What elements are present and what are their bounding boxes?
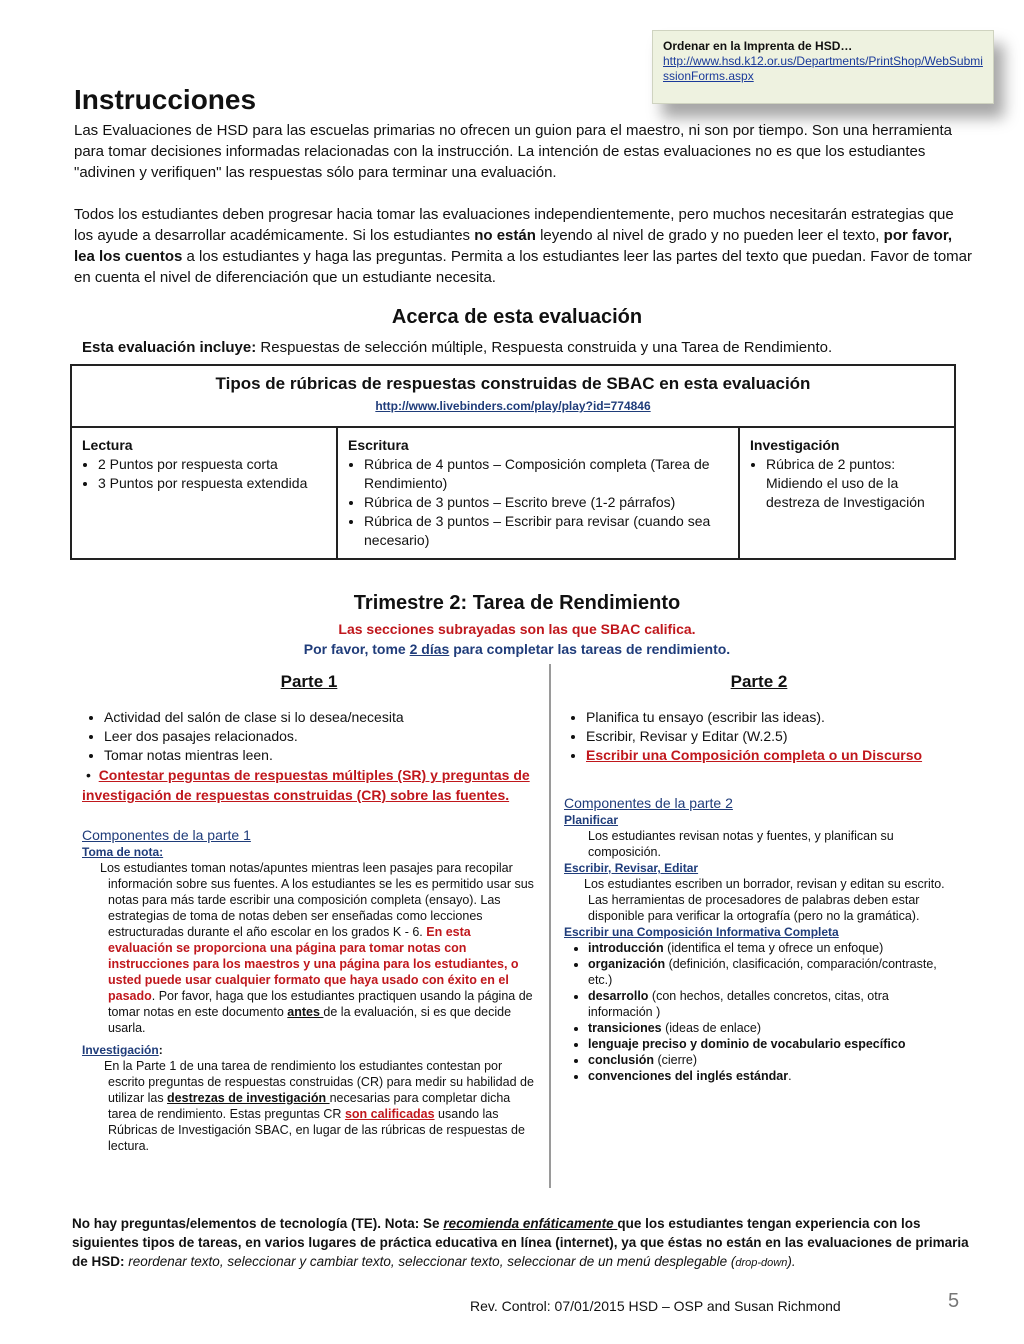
trimester-subtitle: Las secciones subrayadas son las que SBAC califica. — [338, 621, 696, 637]
part1-item: • Actividad del salón de clase si lo desea/necesita — [104, 708, 536, 727]
rubric-table-title: Tipos de rúbricas de respuestas construidas de SBAC en esta evaluación — [215, 374, 811, 393]
wre-label: Escribir, Revisar, Editar — [564, 861, 699, 875]
full-item: • desarrollo (con hechos, detalles concretos, citas, otra información ) — [588, 988, 954, 1020]
technology-note: No hay preguntas/elementos de tecnología (TE). Nota: Se recomienda enfáticamente que los estudiantes tengan experiencia con los siguientes tipos de tareas, en varios lugares de práctica educativa en línea (internet), ya que éstas no están en las evaluaciones de primaria de HSD: reordenar texto, seleccionar y cambiar texto, seleccionar texto, seleccionar de un menú desplegable (drop-down). — [72, 1216, 969, 1269]
rubric-table — [70, 364, 956, 560]
full-item: • lenguaje preciso y dominio de vocabulario específico — [588, 1036, 954, 1052]
trimester-heading: Trimestre 2: Tarea de Rendimiento — [353, 592, 681, 614]
full-composition-label: Escribir una Composición Informativa Completa — [564, 925, 839, 939]
revision-control: Rev. Control: 07/01/2015 HSD – OSP and Susan Richmond — [470, 1298, 841, 1314]
page-number: 5 — [948, 1290, 960, 1312]
notes-label: Toma de nota: — [82, 845, 164, 859]
instructions-paragraph-2: Todos los estudiantes deben progresar hacia tomar las evaluaciones independientemente, pero muchos necesitarán estrategias que los ayude a desarrollar académicamente. Si los estudiantes no están leyendo al nivel de grado y no pueden leer el texto, por favor, lea los cuentos a los estudiantes y haga las preguntas. Permita a los estudiantes leer las partes del texto que puedan. Favor de tomar en cuenta el nivel de diferenciación que un estudiante necesita. — [74, 206, 973, 286]
about-includes: Esta evaluación incluye: Respuestas de selección múltiple, Respuesta construida y una Tarea de Rendimiento. — [82, 339, 833, 356]
rubric-item: • 3 Puntos por respuesta extendida — [98, 474, 326, 493]
full-item: • introducción (identifica el tema y ofrece un enfoque) — [588, 940, 954, 956]
part1-column — [82, 672, 536, 1154]
part2-item: • Escribir, Revisar y Editar (W.2.5) — [586, 727, 954, 746]
print-note-title: Ordenar en la Imprenta de HSD… — [663, 39, 853, 53]
part1-components-title: Componentes de la parte 1 — [82, 827, 251, 843]
full-item: • transiciones (ideas de enlace) — [588, 1020, 954, 1036]
notes-text: Los estudiantes toman notas/apuntes mientras leen pasajes para recopilar información sobre sus fuentes. A los estudiantes se les es permitido usar sus notas para más tarde escribir una composición completa (ensayo). Las estrategias de toma de notas deben ser enseñadas como lecciones estructuradas durante el año escolar en los grados K - 6. En esta evaluación se proporciona una página para tomar notas con instrucciones para los maestros y una página para los estudiantes, o usted puede usar cualquier formato que haya usado con éxito en el pasado. Por favor, haga que los estudiantes practiquen usando la página de tomar notas en este documento antes de la evaluación, si es que decide usarla. — [100, 861, 534, 1035]
print-shop-note — [652, 30, 994, 104]
rubric-item: • 2 Puntos por respuesta corta — [98, 455, 326, 474]
rubric-col-header: Lectura — [82, 437, 133, 453]
rubric-col-header: Investigación — [750, 437, 840, 453]
part2-column — [564, 672, 954, 1084]
full-item: • convenciones del inglés estándar. — [588, 1068, 954, 1084]
print-shop-link[interactable]: http://www.hsd.k12.or.us/Departments/PrintShop/WebSubmissionForms.aspx — [663, 54, 983, 83]
rubric-col-research — [739, 427, 955, 559]
wre-text-2: Las herramientas de procesadores de palabras deben estar disponible para verificar la ortografía (pero no la gramática). — [588, 893, 920, 923]
research-label-row: Investigación: — [82, 1043, 163, 1057]
part2-title: Parte 2 — [730, 672, 788, 691]
plan-text: Los estudiantes revisan notas y fuentes, y planifican su composición. — [588, 829, 894, 859]
rubric-item: • Rúbrica de 3 puntos – Escrito breve (1-2 párrafos) — [364, 493, 728, 512]
rubric-item: • Rúbrica de 3 puntos – Escribir para revisar (cuando sea necesario) — [364, 512, 728, 550]
rubric-col-header: Escritura — [348, 437, 409, 453]
rubric-col-writing — [337, 427, 739, 559]
full-composition-list — [564, 940, 954, 1084]
part1-scored-item: • Contestar peguntas de respuestas múltiples (SR) y preguntas de investigación de respuestas construidas (CR) sobre las fuentes. — [82, 767, 530, 803]
part2-components-title: Componentes de la parte 2 — [564, 795, 733, 811]
column-divider — [549, 664, 551, 1188]
part1-item: • Leer dos pasajes relacionados. — [104, 727, 536, 746]
trimester-note: Por favor, tome 2 días para completar las tareas de rendimiento. — [303, 641, 731, 657]
rubric-item: • Rúbrica de 4 puntos – Composición completa (Tarea de Rendimiento) — [364, 455, 728, 493]
page-title: Instrucciones — [74, 84, 257, 115]
rubric-table-header — [71, 365, 955, 427]
rubric-item: • Rúbrica de 2 puntos: Midiendo el uso de la destreza de Investigación — [766, 455, 944, 512]
part2-components — [564, 795, 954, 1084]
full-item: • organización (definición, clasificación, comparación/contraste, etc.) — [588, 956, 954, 988]
about-heading: Acerca de esta evaluación — [391, 306, 643, 328]
livebinders-link[interactable]: http://www.livebinders.com/play/play?id=774846 — [375, 399, 651, 413]
plan-label: Planificar — [564, 813, 619, 827]
research-text: En la Parte 1 de una tarea de rendimiento los estudiantes contestan por escrito preguntas de respuestas construidas (CR) para medir su habilidad de utilizar las destrezas de investigación necesarias para completar dicha tarea de rendimiento. Estas preguntas CR son calificadas usando las Rúbricas de Investigación SBAC, en lugar de las rúbricas de respuestas de lectura. — [104, 1059, 534, 1153]
part1-components — [82, 827, 536, 1154]
wre-text: Los estudiantes escriben un borrador, revisan y editan su escrito. — [584, 877, 945, 891]
rubric-col-reading — [71, 427, 337, 559]
full-item: • conclusión (cierre) — [588, 1052, 954, 1068]
instructions-paragraph-1: Las Evaluaciones de HSD para las escuelas primarias no ofrecen un guion para el maestro, ni son por tiempo. Son una herramienta para tomar decisiones informadas relacionadas con la instrucción. La intención de estas evaluaciones no es que los estudiantes "adivinen y verifiquen" las respuestas sólo para terminar una evaluación. — [74, 122, 952, 181]
part2-item: • Planifica tu ensayo (escribir las ideas). — [586, 708, 954, 727]
part1-title: Parte 1 — [280, 672, 338, 691]
part2-scored-item: • Escribir una Composición completa o un Discurso — [586, 746, 954, 765]
part1-item: • Tomar notas mientras leen. — [104, 746, 536, 765]
